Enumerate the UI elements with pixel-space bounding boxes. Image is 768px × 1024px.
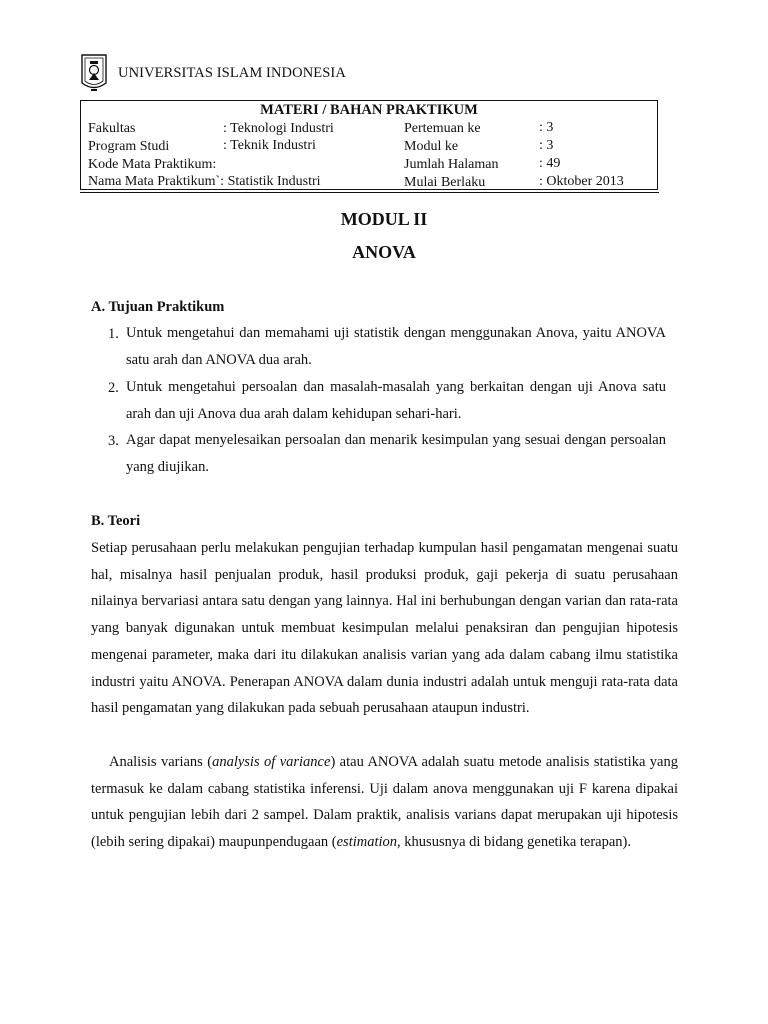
p2-text-b: ) atau ANOVA adalah suatu metode analisis statistika yang termasuk ke dalam cabang statistika inferensi. Uji dalam anova menggunakan uji F karena dipakai untuk pengujian lebih dari 2 sampel. Dalam praktik, analisis varians dapat merupakan uji hipotesis (lebih sering dipakai) maupunpendugaan (: [91, 754, 678, 851]
value-program-studi: : Teknik Industri: [223, 138, 316, 153]
course-info-table: [80, 100, 658, 190]
p2-term-estimation: estimation: [336, 834, 398, 851]
list-item-text: Untuk mengetahui persoalan dan masalah-masalah yang berkaitan dengan uji Anova satu arah dan uji Anova dua arah dalam kehidupan sehari-hari.: [126, 379, 666, 422]
list-item-number: 3.: [108, 433, 119, 449]
section-b-heading: B. Teori: [91, 513, 141, 529]
value-fakultas: : Teknologi Industri: [223, 121, 334, 136]
label-jumlah-halaman: Jumlah Halaman: [404, 157, 499, 172]
value-modul-ke: : 3: [539, 138, 554, 153]
info-table-title: MATERI / BAHAN PRAKTIKUM: [260, 102, 478, 118]
label-fakultas: Fakultas: [88, 121, 136, 136]
label-kode-mata-praktikum: Kode Mata Praktikum:: [88, 157, 217, 172]
list-item-number: 1.: [108, 326, 119, 342]
theory-paragraph-1: Setiap perusahaan perlu melakukan pengujian terhadap kumpulan hasil pengamatan mengenai suatu hal, misalnya hasil penjualan produk, hasil produksi produk, gaji pekerja di suatu perusahaan nilainya bervariasi antara satu dengan yang lainnya. Hal ini berhubungan dengan varian dan rata-rata yang banyak digunakan untuk membuat kesimpulan melalui penaksiran dan pengujian hipotesis mengenai parameter, maka dari itu dilakukan analisis varian yang ada dalam cabang ilmu statistika industri yaitu ANOVA. Penerapan ANOVA dalam dunia industri adalah untuk menguji rata-rata data hasil pengamatan yang dilakukan pada sebuah perusahaan ataupun industri.: [91, 540, 678, 717]
uii-logo-icon: [79, 53, 109, 93]
module-title: MODUL II: [340, 209, 428, 229]
label-pertemuan: Pertemuan ke: [404, 121, 481, 136]
p2-term-analysis-of-variance: analysis of variance: [212, 754, 331, 770]
section-a-heading: A. Tujuan Praktikum: [91, 299, 225, 315]
list-item-number: 2.: [108, 380, 119, 396]
label-modul-ke: Modul ke: [404, 139, 459, 154]
label-mulai-berlaku: Mulai Berlaku: [404, 175, 486, 190]
list-item-text: Agar dapat menyelesaikan persoalan dan menarik kesimpulan yang sesuai dengan persoalan yang diujikan.: [126, 432, 666, 475]
list-item-text: Untuk mengetahui dan memahami uji statistik dengan menggunakan Anova, yaitu ANOVA satu arah dan ANOVA dua arah.: [126, 325, 666, 368]
p2-text-c: , khususnya di bidang genetika terapan).: [397, 834, 631, 851]
value-pertemuan: : 3: [539, 120, 554, 135]
p2-text-a: Analisis varians (: [109, 754, 213, 770]
topic-title: ANOVA: [352, 242, 416, 262]
label-program-studi: Program Studi: [88, 139, 170, 154]
value-jumlah-halaman: : 49: [539, 156, 561, 171]
label-nama-mata-praktikum: Nama Mata Praktikum`: Statistik Industri: [88, 174, 321, 189]
university-name: UNIVERSITAS ISLAM INDONESIA: [118, 65, 346, 81]
theory-paragraph-2: [91, 749, 678, 856]
value-mulai-berlaku: : Oktober 2013: [539, 174, 624, 189]
